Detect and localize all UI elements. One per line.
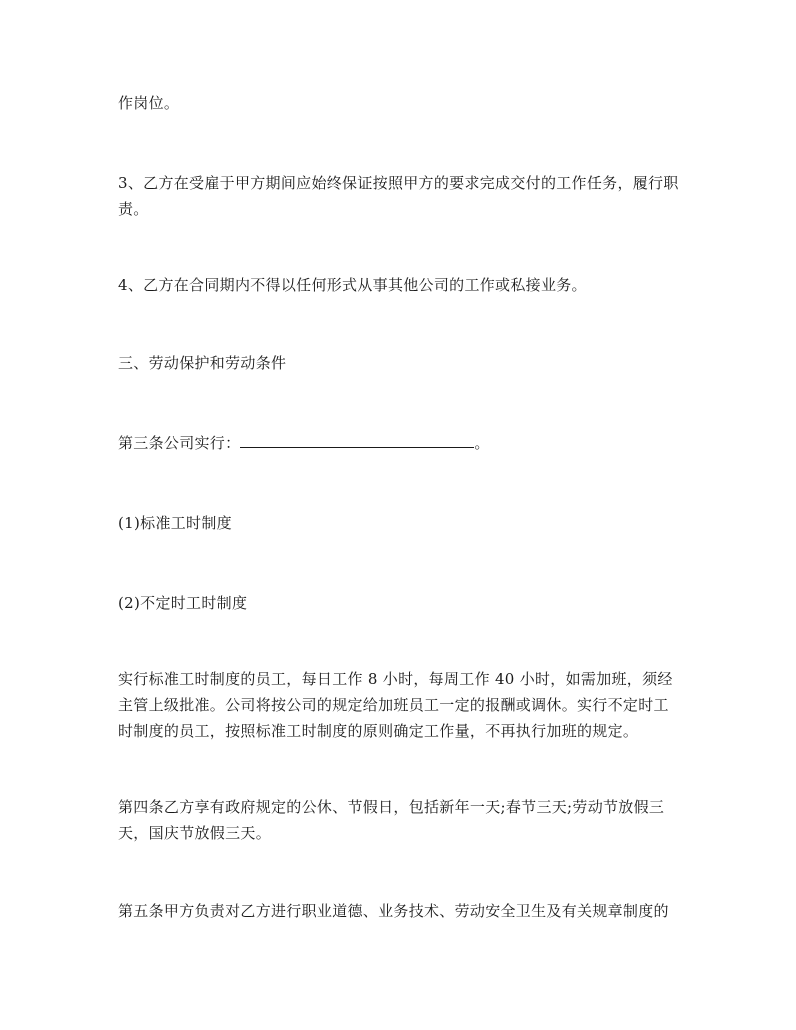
paragraph-job-position: 作岗位。 <box>118 94 180 112</box>
article-3-suffix: 。 <box>474 434 490 452</box>
paragraph-working-hours: 实行标准工时制度的员工，每日工作 8 小时，每周工作 40 小时，如需加班，须经主管上级批准。公司将按公司的规定给加班员工一定的报酬或调休。实行不定时工时制度的员工，按照标准工时制度的原则确定工作量，不再执行加班的规定。 <box>118 670 673 740</box>
article-3-prefix: 第三条公司实行： <box>118 434 241 452</box>
paragraph-clause-4: 4、乙方在合同期内不得以任何形式从事其他公司的工作或私接业务。 <box>118 276 587 294</box>
fill-in-blank[interactable] <box>240 433 474 448</box>
section-heading-labor-protection: 三、劳动保护和劳动条件 <box>118 354 287 372</box>
option-standard-hours: (1)标准工时制度 <box>118 514 232 532</box>
paragraph-article-4: 第四条乙方享有政府规定的公休、节假日，包括新年一天;春节三天;劳动节放假三天，国庆节放假三天。 <box>118 798 665 842</box>
paragraph-clause-3: 3、乙方在受雇于甲方期间应始终保证按照甲方的要求完成交付的工作任务，履行职责。 <box>118 174 679 218</box>
option-flexible-hours: (2)不定时工时制度 <box>118 594 248 612</box>
paragraph-article-3 <box>118 430 684 456</box>
paragraph-article-5: 第五条甲方负责对乙方进行职业道德、业务技术、劳动安全卫生及有关规章制度的 <box>118 902 669 920</box>
